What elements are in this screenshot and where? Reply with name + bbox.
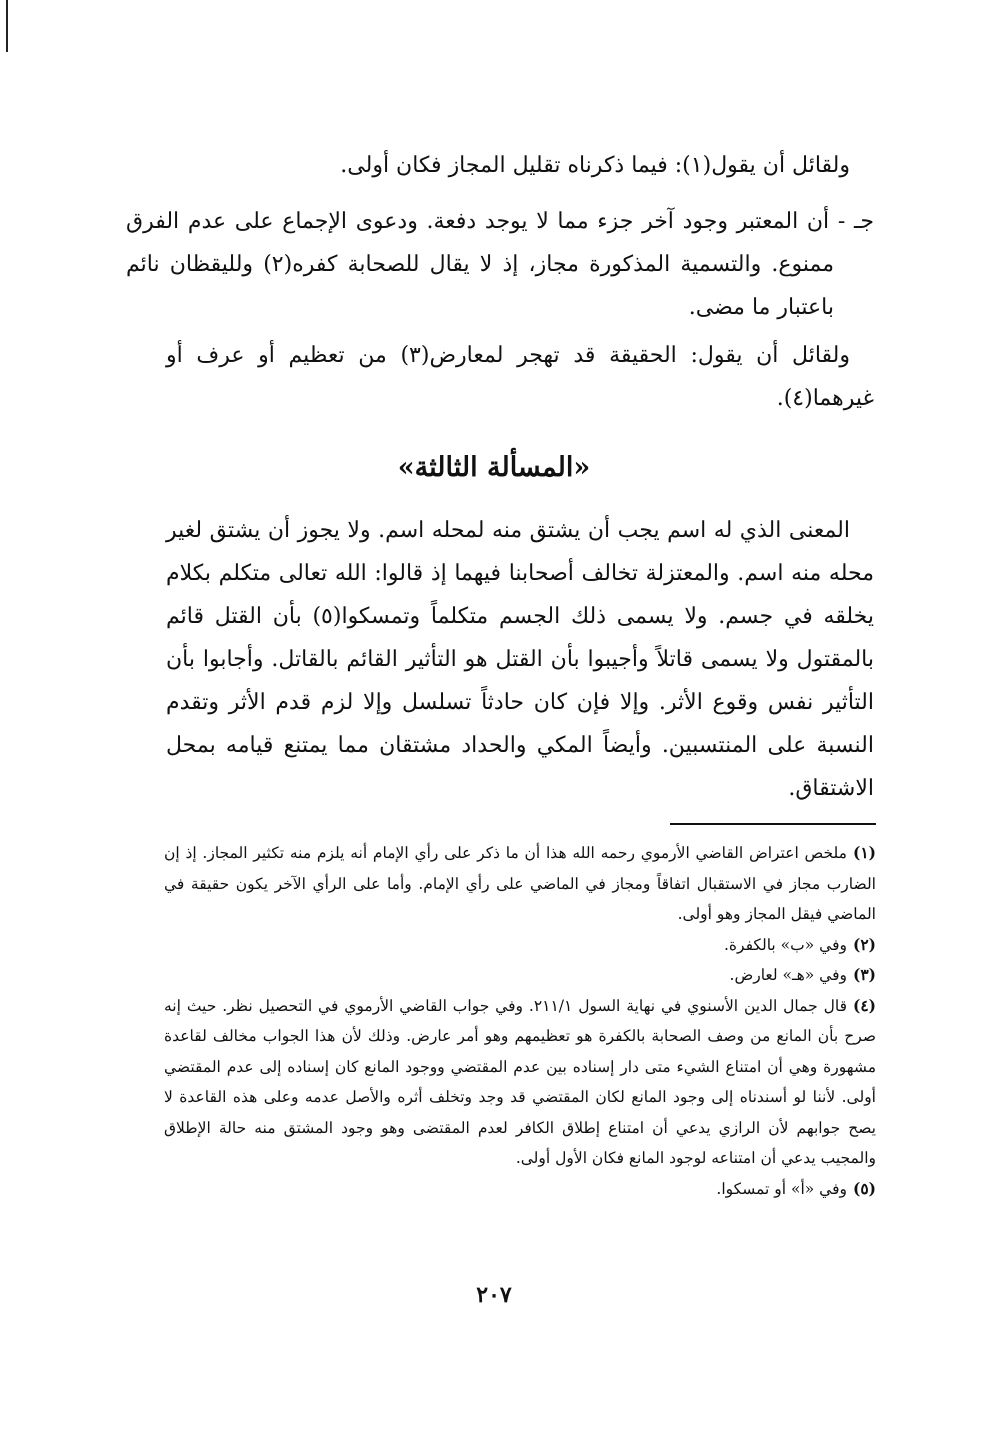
footnote-divider (670, 823, 876, 825)
footnote-text: ملخص اعتراض القاضي الأرموي رحمه الله هذا أن ما ذكر على رأي الإمام أنه يلزم منه تكثير المجاز. إذ إن الضارب مجاز في الاستقبال اتفاقاً ومجاز في الماضي على رأي الإمام. وأما على الرأي الآخر يكون حقيقة في الماضي فيقل المجاز وهو أولى. (164, 844, 876, 923)
footnote-text: وفي «أ» أو تمسكوا. (716, 1179, 847, 1198)
paragraph-3: ولقائل أن يقول: الحقيقة قد تهجر لمعارض(٣) من تعظيم أو عرف أو غيرهما(٤). (166, 343, 874, 411)
paragraph-4: المعنى الذي له اسم يجب أن يشتق منه لمحله اسم. ولا يجوز أن يشتق لغير محله منه اسم. والمعتزلة تخالف أصحابنا فيهما إذ قالوا: الله تعالى متكلم بكلام يخلقه في جسم. ولا يسمى ذلك الجسم متكلماً وتمسكوا(٥) بأن القتل قائم بالمقتول ولا يسمى قاتلاً وأجيبوا بأن القتل هو التأثير القائم بالقاتل. وأجابوا بأن التأثير نفس وقوع الأثر. وإلا فإن كان حادثاً تسلسل وإلا لزم قدم الأثر وتقدم النسبة على المنتسبين. وأيضاً المكي والحداد مشتقان مما يمتنع قيامه بمحل الاشتقاق. (166, 518, 874, 801)
footnotes (164, 838, 876, 1204)
footnote-text: وفي «ب» بالكفرة. (723, 935, 847, 954)
footnote-1 (164, 838, 876, 930)
footnote-2 (164, 930, 876, 961)
footnote-3 (164, 960, 876, 991)
footnote-4 (164, 991, 876, 1174)
scan-edge-line (6, 0, 8, 52)
footnote-number: (٢) (852, 934, 876, 954)
footnote-5 (164, 1174, 876, 1205)
footnote-number: (١) (852, 843, 876, 862)
footnote-text: قال جمال الدين الأسنوي في نهاية السول ٢١١/١. وفي جواب القاضي الأرموي في التحصيل نظر. حيث إنه صرح بأن المانع من وصف الصحابة بالكفرة هو تعظيمهم وهو أمر عارض. وذلك لأن هذا الجواب مخالف لقاعدة مشهورة وهي أن امتناع الشيء متى دار إسناده بين عدم المقتضي ووجود المانع كان إسناده إلى عدم المقتضي أولى. لأننا لو أسندناه إلى وجود المانع لكان المقتضي قد وجد وتخلف أثره والأصل عدمه وعلى هذه القاعدة لا يصح جوابهم لأن الرازي يدعي أن امتناع إطلاق الكافر لعدم المقتضى وهو وجود المشتق منه حالة الإطلاق والمجيب يدعي أن امتناعه لوجود المانع فكان الأول أولى. (164, 996, 876, 1167)
paragraph-1: ولقائل أن يقول(١): فيما ذكرناه تقليل المجاز فكان أولى. (340, 153, 850, 178)
paragraph-2: جـ - أن المعتبر وجود آخر جزء مما لا يوجد دفعة. ودعوى الإجماع على عدم الفرق ممنوع. والتسمية المذكورة مجاز، إذ لا يقال للصحابة كفره(٢) ولليقظان نائم باعتبار ما مضى. (126, 209, 874, 320)
section-title: «المسألة الثالثة» (397, 452, 591, 483)
page-number: ٢٠٧ (476, 1282, 512, 1308)
footnote-number: (٥) (852, 1178, 876, 1198)
footnote-text: وفي «هـ» لعارض. (729, 966, 847, 984)
footnote-number: (٣) (852, 965, 876, 984)
footnote-number: (٤) (852, 995, 876, 1015)
